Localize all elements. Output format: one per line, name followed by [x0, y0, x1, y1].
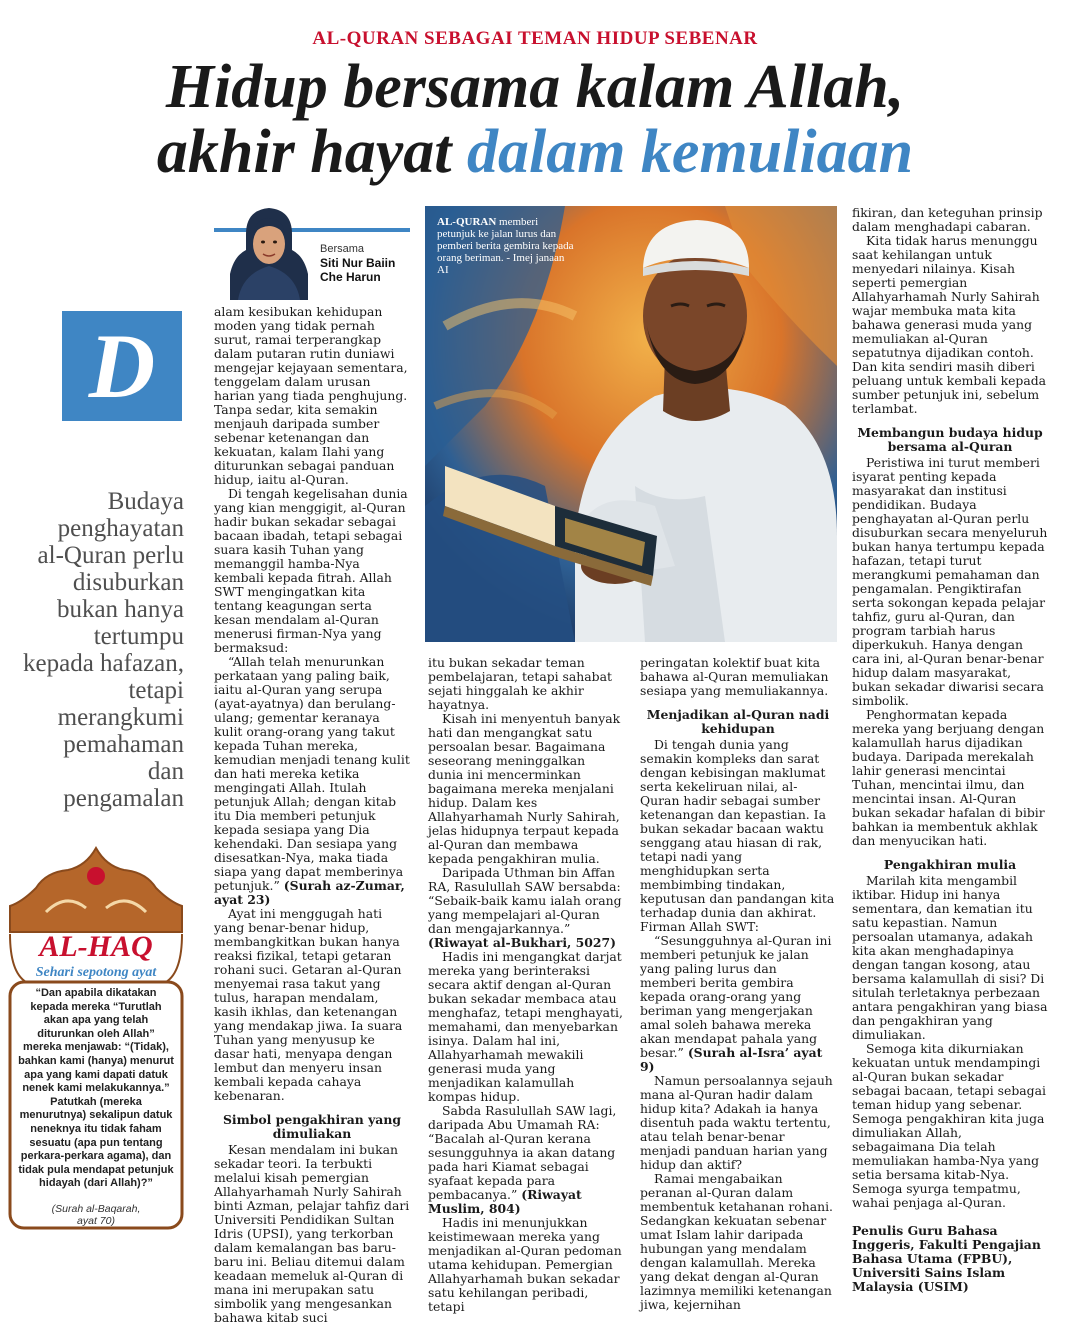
author-name-2: Che Harun [320, 270, 381, 284]
pull-quote-line: bukan hanya [56, 596, 184, 623]
author-name-1: Siti Nur Baiin [320, 256, 396, 270]
paragraph: Kita tidak harus menunggu saat kehilangan untuk menyedari nilainya. Kisah seperti pemergian Allahyarhamah Nurly Sahirah wajar membuka mata kita bahawa generasi muda yang memuliakan al-Quran sepatutnya dijadikan contoh. Dan kita sendiri masih diberi peluang untuk kembali kepada sumber petunjuk ini, sebelum terlambat. [852, 233, 1047, 416]
quote-paragraph [214, 655, 410, 907]
byline-with: Bersama [320, 243, 365, 255]
subheading: Menjadikan al-Quran nadi kehidupan [646, 707, 830, 736]
paragraph: Di tengah kegelisahan dunia yang kian menggigit, al-Quran hadir bukan sekadar sebagai bacaan ibadah, tetapi sebagai suara kasih Tuhan yang memanggil hamba-Nya kembali kepada fitrah. Allah SWT mengingatkan kita tentang keagungan serta kesan mendalam al-Quran menerusi firman-Nya yang bermaksud: [214, 486, 408, 655]
pull-quote-line: disuburkan [72, 569, 184, 596]
paragraph: itu bukan sekadar teman pembelajaran, tetapi sahabat sejati hinggalah ke akhir hayatnya. [428, 655, 612, 712]
pull-quote-line: pengamalan [63, 785, 184, 812]
quote-reference: (Surah al-Isra’ ayat 9) [640, 1045, 823, 1074]
pull-quote [8, 488, 184, 812]
drop-cap: D [62, 311, 182, 421]
pull-quote-line: merangkumi [57, 704, 184, 731]
paragraph: Kesan mendalam ini bukan sekadar teori. Ia terbukti melalui kisah pemergian Allahyarhamah Nurly Sahirah binti Azman, pelajar tahfiz dari Universiti Pendidikan Sultan Idris (UPSI), yang terkorban dalam kemalangan bas baru-baru ini. Beliau ditemui dalam keadaan memeluk al-Quran di mana ini merupakan satu simbolik yang mengesankan bahawa kitab suci [214, 1142, 410, 1325]
paragraph: Marilah kita mengambil iktibar. Hidup ini hanya sementara, dan kematian itu satu kepastian. Namun persoalan utamanya, adakah kita akan menghadapinya dengan tangan kosong, atau bersama kalamullah di sisi? Di situlah terletaknya perbezaan antara pengakhiran yang biasa dan pengakhiran yang dimuliakan. [852, 873, 1048, 1042]
quote-paragraph [640, 934, 836, 1074]
quote-reference: (Riwayat al-Bukhari, 5027) [428, 935, 617, 950]
sidebar-source [18, 1203, 174, 1227]
paragraph: Ramai mengabaikan peranan al-Quran dalam membentuk ketahanan rohani. Sedangkan kekuatan sebenar umat Islam lahir daripada hubungan yang mendalam dengan kalamullah. Mereka yang dekat dengan al-Quran lazimnya memiliki ketenangan jiwa, kejernihan [640, 1171, 833, 1312]
headline-line2 [0, 120, 1070, 185]
pull-quote-line: tertumpu [93, 623, 184, 650]
sidebar-quote: “Dan apabila dikatakan kepada mereka “Turutlah akan apa yang telah diturunkan oleh Allah” mereka menjawab: “(Tidak), bahkan kami (hanya) menurut apa yang kami dapati datuk nenek kami melakukannya.” Patutkah (mereka menurutnya) sekalipun datuk neneknya itu tidak faham sesuatu (apa pun tentang perkara-perkara agama), dan tidak pula mendapat petunjuk hidayah (dari Allah)?” [18, 987, 174, 1190]
author-portrait [228, 204, 310, 300]
quote-paragraph [428, 866, 624, 950]
pull-quote-line: penghayatan [57, 515, 184, 542]
quote-text: Sabda Rasulullah SAW lagi, daripada Abu Umamah RA: “Bacalah al-Quran kerana sesungguhnya ia akan datang pada hari Kiamat sebagai syafaat kepada para pembacanya.” [428, 1103, 617, 1202]
sidebar-source-1: (Surah al-Baqarah, [51, 1203, 141, 1215]
subheading: Pengakhiran mulia [883, 857, 1017, 872]
paragraph: Firman Allah SWT: [640, 919, 759, 934]
paragraph: peringatan kolektif buat kita bahawa al-Quran memuliakan sesiapa yang memuliakannya. [640, 655, 829, 698]
article-column-3 [640, 656, 836, 1312]
quote-text: Daripada Uthman bin Affan RA, Rasulullah SAW bersabda: “Sebaik-baik kamu ialah orang yang mempelajari al-Quran dan mengajarkannya.” [428, 865, 622, 936]
paragraph: Hadis ini mengangkat darjat mereka yang berinteraksi secara aktif dengan al-Quran bukan sekadar membaca atau menghafaz, tetapi menghayati, memahami, dan menyebarkan isinya. Dalam hal ini, Allahyarhamah mewakili generasi muda yang menjadikan kalamullah kompas hidup. [428, 949, 623, 1104]
kicker: AL-QURAN SEBAGAI TEMAN HIDUP SEBENAR [312, 28, 758, 49]
subheading: Simbol pengakhiran yang dimuliakan [222, 1112, 402, 1141]
pull-quote-line: kepada hafazan, [23, 650, 184, 677]
photo-caption [437, 216, 577, 276]
headline-line1: Hidup bersama kalam Allah, [165, 53, 905, 121]
article-column-2 [428, 656, 624, 1314]
byline [320, 242, 395, 284]
paragraph: fikiran, dan keteguhan prinsip dalam menghadapi cabaran. [852, 205, 1043, 234]
pull-quote-line: dan [147, 758, 184, 785]
paragraph: Namun persoalannya sejauh mana al-Quran hadir dalam hidup kita? Adakah ia hanya disentuh pada waktu tertentu, atau telah benar-benar menjadi panduan harian yang hidup dan aktif? [640, 1073, 833, 1172]
quote-paragraph [428, 1104, 624, 1216]
caption-text: memberi petunjuk ke jalan lurus dan pemberi berita gembira kepada orang beriman. - Imej janaan AI [437, 216, 574, 276]
paragraph: Penghormatan kepada mereka yang berjuang dengan kalamullah harus dijadikan budaya. Daripada merekalah lahir generasi mencintai Tuhan, mencintai ilmu, dan mencintai insan. Al-Quran bukan sekadar hafalan di bibir bahkan ia membentuk akhlak dan menyucikan hati. [852, 707, 1045, 848]
paragraph: Di tengah dunia yang semakin kompleks dan sarat dengan kebisingan maklumat serta kekeliruan nilai, al-Quran hadir sebagai sumber ketenangan dan kepastian. Ia bukan sekadar bacaan waktu senggang atau hiasan di rak, tetapi nadi yang menghidupkan serta membimbing tindakan, keputusan dan pandangan kita terhadap dunia dan akhirat. [640, 737, 835, 920]
paragraph: Ayat ini menggugah hati yang benar-benar hidup, membangkitkan bukan hanya reaksi fizikal, tetapi getaran rohani suci. Getaran al-Quran menyemai rasa takut yang tulus, harapan mendalam, kasih ikhlas, dan ketenangan yang mendakap jiwa. Ia suara Tuhan yang menyusup ke dasar hati, menyapa dengan lembut dan menyeru insan kembali kepada cahaya kebenaran. [214, 906, 403, 1103]
pull-quote-line: pemahaman [63, 731, 184, 758]
sidebar-source-2: ayat 70) [77, 1215, 115, 1227]
sidebar-subtitle: Sehari sepotong ayat [35, 965, 157, 980]
subheading: Membangun budaya hidup bersama al-Quran [857, 425, 1043, 454]
quote-text: “Allah telah menurunkan perkataan yang paling baik, iaitu al-Quran yang serupa (ayat-ayatnya) dan berulang-ulang; gementar keranaya kulit orang-orang yang takut kepada Tuhan mereka, kemudian menjadi tenang kulit dan hati mereka ketika mengingati Allah. Itulah petunjuk Allah; dengan kitab itu Dia memberi petunjuk kepada sesiapa yang Dia kehendaki. Dan sesiapa yang disesatkan-Nya, maka tiada siapa yang dapat memberinya petunjuk.” [214, 654, 410, 893]
headline [0, 55, 1070, 185]
quote-reference: (Surah az-Zumar, ayat 23) [214, 878, 405, 907]
paragraph: Kisah ini menyentuh banyak hati dan mengangkat satu persoalan besar. Bagaimana seseorang meninggalkan dunia ini mencerminkan bagaimana mereka menjalani hidup. Dalam kes Allahyarhamah Nurly Sahirah, jelas hidupnya terpaut kepada al-Quran dan membawa kepada pengakhiran mulia. [428, 711, 621, 866]
pull-quote-line: Budaya [107, 488, 184, 515]
paragraph: Peristiwa ini turut memberi isyarat penting kepada masyarakat dan institusi pendidikan. Budaya penghayatan al-Quran perlu disuburkan secara menyeluruh bukan hanya tertumpu kepada hafazan, tetapi turut merangkumi pemahaman dan pengamalan. Pengiktirafan serta sokongan kepada pelajar tahfiz, guru al-Quran, dan program tarbiah harus diperkukuh. Hanya dengan cara ini, al-Quran benar-benar hidup dalam masyarakat, bukan sekadar diwarisi secara simbolik. [852, 455, 1048, 708]
pull-quote-line: al-Quran perlu [37, 542, 184, 569]
article-column-4 [852, 206, 1048, 1294]
caption-lead: AL-QURAN [437, 216, 497, 228]
paragraph: Semoga kita dikurniakan kekuatan untuk mendampingi al-Quran bukan sekadar sebagai bacaan, tetapi sebagai teman hidup yang sebenar. Semoga pengakhiran kita juga dimuliakan Allah, sebagaimana Dia telah memuliakan hamba-Nya yang setia bersama kitab-Nya. Semoga syurga tempatmu, wahai penjaga al-Quran. [852, 1041, 1046, 1210]
author-signature: Penulis Guru Bahasa Inggeris, Fakulti Pengajian Bahasa Utama (FPBU), Universiti Sains Islam Malaysia (USIM) [852, 1223, 1041, 1294]
quote-text: “Sesungguhnya al-Quran ini memberi petunjuk ke jalan yang paling lurus dan memberi berita gembira kepada orang-orang yang beriman yang mengerjakan amal soleh bahawa mereka akan mendapat pahala yang besar.” [640, 933, 832, 1060]
paragraph: alam kesibukan kehidupan moden yang tidak pernah surut, ramai terperangkap dalam putaran rutin duniawi mengejar kejayaan sementara, tenggelam dalam urusan harian yang tiada penghujung. Tanpa sedar, kita semakin menjauh daripada sumber sebenar ketenangan dan kekuatan, kalam Ilahi yang diturunkan sebagai panduan hidup, iaitu al-Quran. [214, 304, 408, 487]
quote-reference: (Riwayat Muslim, 804) [428, 1187, 582, 1216]
paragraph: Hadis ini menunjukkan keistimewaan mereka yang menjadikan al-Quran pedoman utama kehidupan. Pemergian Allahyarhamah bukan sekadar satu kehilangan peribadi, tetapi [428, 1215, 622, 1314]
article-column-1 [214, 305, 410, 1325]
headline-line2-accent: dalam kemuliaan [466, 118, 914, 186]
pull-quote-line: tetapi [128, 677, 184, 704]
sidebar-title: AL-HAQ [39, 930, 153, 963]
headline-line2-a: akhir hayat [156, 118, 467, 186]
